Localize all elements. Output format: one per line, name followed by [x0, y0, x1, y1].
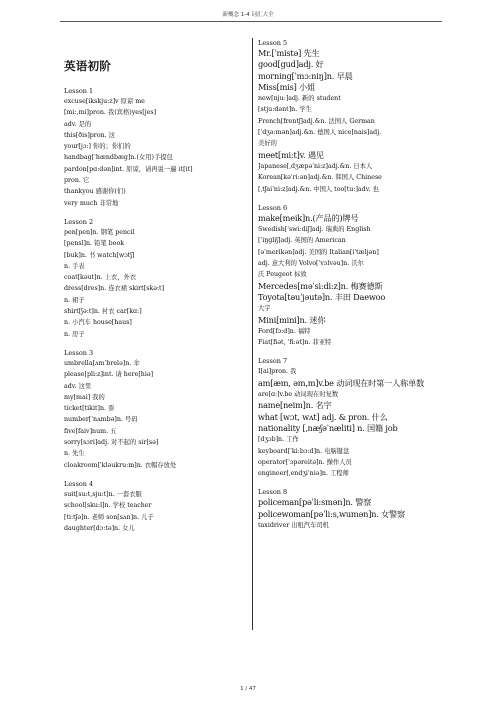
vocab-line: number[ˈnʌmbə]n. 号码 [64, 416, 138, 424]
lesson-title: Lesson 6 [258, 203, 288, 212]
vocab-line: this[ðis]pron. 这 [64, 131, 115, 139]
vocab-line: [buk]n. 书 watch[wɔtʃ] [64, 251, 135, 259]
lesson-block [64, 479, 240, 534]
vocab-line: taxidriver 出租汽车司机 [258, 521, 329, 529]
lesson-block [64, 217, 240, 340]
vocab-line: keyboard[ˈki:bɔ:d]n. 电脑键盘 [258, 447, 350, 455]
lesson-title: Lesson 1 [64, 87, 94, 95]
lesson-block [64, 86, 240, 209]
vocab-line: [ˈiŋgliʃ]adj. 英国的 American [258, 237, 346, 245]
column-divider [252, 38, 253, 630]
lesson-title: Lesson 3 [64, 348, 94, 357]
vocab-line: Mini[mini]n. 迷你 [258, 314, 326, 325]
lesson-title: Lesson 7 [258, 357, 288, 366]
vocab-line: my[mai] 我的 [64, 393, 105, 401]
vocab-line: n. 先生 [64, 450, 85, 458]
header-rule [60, 21, 442, 22]
right-column [258, 38, 448, 539]
vocab-line: [stju:dənt]n. 学生 [258, 106, 312, 114]
vocab-line: Ford[fɔ:d]n. 福特 [258, 327, 311, 335]
vocab-line: Mercedes[məˈsi:di:z]n. 梅赛德斯 [258, 280, 383, 291]
vocab-line: I[ai]pron. 我 [258, 368, 297, 376]
vocab-line: umbrella[ʌmˈbrelə]n. 伞 [64, 359, 140, 367]
vocab-line: shirt[ʃə:t]n. 衬衣 car[kɑ:] [64, 308, 142, 316]
vocab-line: 沃 Peugeot 标致 [258, 271, 307, 279]
vocab-line: adv. 这里 [64, 382, 92, 390]
vocab-line: pardon[pɑ:dən]int. 原谅，请再说一遍 it[it] [64, 165, 193, 173]
vocab-line: coat[kəut]n. 上衣，外衣 [64, 274, 137, 282]
vocab-line: policeman[pəˈli:smən]n. 警察 [258, 497, 372, 508]
vocab-line: engineer[ˌendʒiˈniə]n. 工程师 [258, 470, 349, 478]
vocab-line: handbag[ˈhændbæg]n.(女用)手提包 [64, 154, 173, 162]
vocab-line: Miss[mis] 小姐 [258, 81, 315, 92]
vocab-line: make[meik]n.(产品的)牌号 [258, 212, 359, 223]
vocab-line: are[ɑ:]v.be 动词现在时复数 [258, 391, 339, 399]
vocab-line: policewoman[pəˈli:s,wumən]n. 女警察 [258, 508, 406, 519]
lesson-title: Lesson 4 [64, 479, 94, 488]
vocab-line: please[pli:z]int. 请 here[hiə] [64, 371, 154, 379]
vocab-line: Toyota[təuˈjəutə]n. 丰田 Daewoo [258, 291, 386, 302]
vocab-line: morning[ˈmɔ:niŋ]n. 早晨 [258, 70, 353, 81]
vocab-line: Japanese[ˌdʒæpəˈni:z]adj.&n. 日本人 [258, 162, 373, 170]
vocab-line: [mi:,mi]pron. 我(宾格)yes[jes] [64, 109, 157, 117]
vocab-line: good[gud]adj. 好 [258, 59, 324, 70]
vocab-line: suit[su:t,sju:t]n. 一套衣服 [64, 490, 142, 498]
left-lessons [64, 86, 240, 534]
vocab-line: meet[mi:t]v. 遇见 [258, 149, 324, 160]
vocab-line: thankyou 感谢你(们) [64, 188, 126, 196]
vocab-line: new[nju:]adj. 新的 student [258, 95, 341, 103]
vocab-line: French[frentʃ]adj.&n. 法国人 German [258, 117, 375, 125]
vocab-line: ticket[tikit]n. 票 [64, 405, 115, 413]
lesson-block [258, 38, 448, 195]
left-column [64, 32, 240, 542]
vocab-line: what [wɔt, wʌt] adj. & pron. 什么 [258, 411, 388, 422]
lesson-title: Lesson 2 [64, 217, 94, 226]
vocab-line: 大宇 [258, 305, 271, 313]
vocab-line: dress[dres]n. 连衣裙 skirt[skə:t] [64, 285, 165, 293]
vocab-line: n. 房子 [64, 330, 85, 338]
vocab-line: am[æm, əm,m]v.be 动词现在时第一人称单数 [258, 377, 425, 388]
lesson-title: Lesson 5 [258, 39, 288, 47]
vocab-line: n. 小汽车 house[haus] [64, 319, 132, 327]
vocab-line: [pensl]n. 铅笔 book [64, 240, 125, 248]
vocab-line: very much 非常地 [64, 199, 119, 207]
vocab-line: Fiat[fiət, ˈfi:ət]n. 菲亚特 [258, 339, 332, 347]
vocab-line: name[neim]n. 名字 [258, 400, 332, 411]
vocab-line: pen[pen]n. 钢笔 pencil [64, 228, 135, 236]
lesson-block [258, 203, 448, 349]
vocab-line: [əˈmerikən]adj. 美国的 Italian[iˈtæljən] [258, 248, 379, 256]
vocab-line: Mr.[ˈmistə] 先生 [258, 48, 320, 58]
vocab-line: n. 手表 [64, 262, 85, 270]
vocab-line: Korean[kəˈri:ən]adj.&n. 韩国人 Chinese [258, 174, 382, 182]
vocab-line: school[sku:l]n. 学校 teacher [64, 502, 152, 510]
vocab-line: operator[ˈɔpəreitə]n. 操作人员 [258, 458, 352, 466]
page-footer: 1 / 47 [240, 686, 256, 692]
vocab-line: [ti:tʃə]n. 老师 son[sʌn]n. 儿子 [64, 513, 154, 521]
vocab-line: your[jɔ:] 你的；你们的 [64, 143, 131, 151]
vocab-line: nationality [ˌnæʃəˈnæliti] n. 国籍 job [258, 422, 398, 433]
vocab-line: daughter[dɔ:tə]n. 女儿 [64, 524, 135, 532]
lesson-block [258, 487, 448, 531]
vocab-line: cloakroom[ˈkləukru:m]n. 衣帽存放处 [64, 461, 177, 469]
vocab-line: [ˈdʒə:mən]adj.&n. 德国人 nice[nais]adj. [258, 129, 382, 137]
vocab-line: excuse[ikskju:z]v 原谅 me [64, 98, 145, 105]
vocab-line: n. 裙子 [64, 296, 85, 304]
vocab-line: pron. 它 [64, 177, 90, 185]
vocab-line: adj. 意大利的 Volvo[ˈvɔlvəu]n. 沃尔 [258, 260, 364, 268]
vocab-line: adv. 是的 [64, 120, 92, 128]
vocab-line: [dʒɔb]n. 工作 [258, 436, 299, 444]
vocab-line: [ˌtʃaiˈni:z]adj.&n. 中国人 too[tu:]adv. 也 [258, 185, 379, 193]
page-header: 新概念 1-4 词汇大全 [222, 12, 274, 18]
lesson-block [64, 348, 240, 471]
vocab-line: Swedish[ˈswi:diʃ]adj. 瑞典的 English [258, 226, 371, 234]
lesson-block [258, 356, 448, 479]
vocab-line: sorry[sɔri]adj. 对不起的 sir[sə] [64, 439, 159, 447]
vocab-line: 美好的 [258, 140, 277, 148]
vocab-line: five[faiv]num. 五 [64, 427, 117, 435]
document-title: 英语初阶 [64, 59, 112, 73]
right-lessons [258, 38, 448, 531]
lesson-title: Lesson 8 [258, 488, 288, 497]
